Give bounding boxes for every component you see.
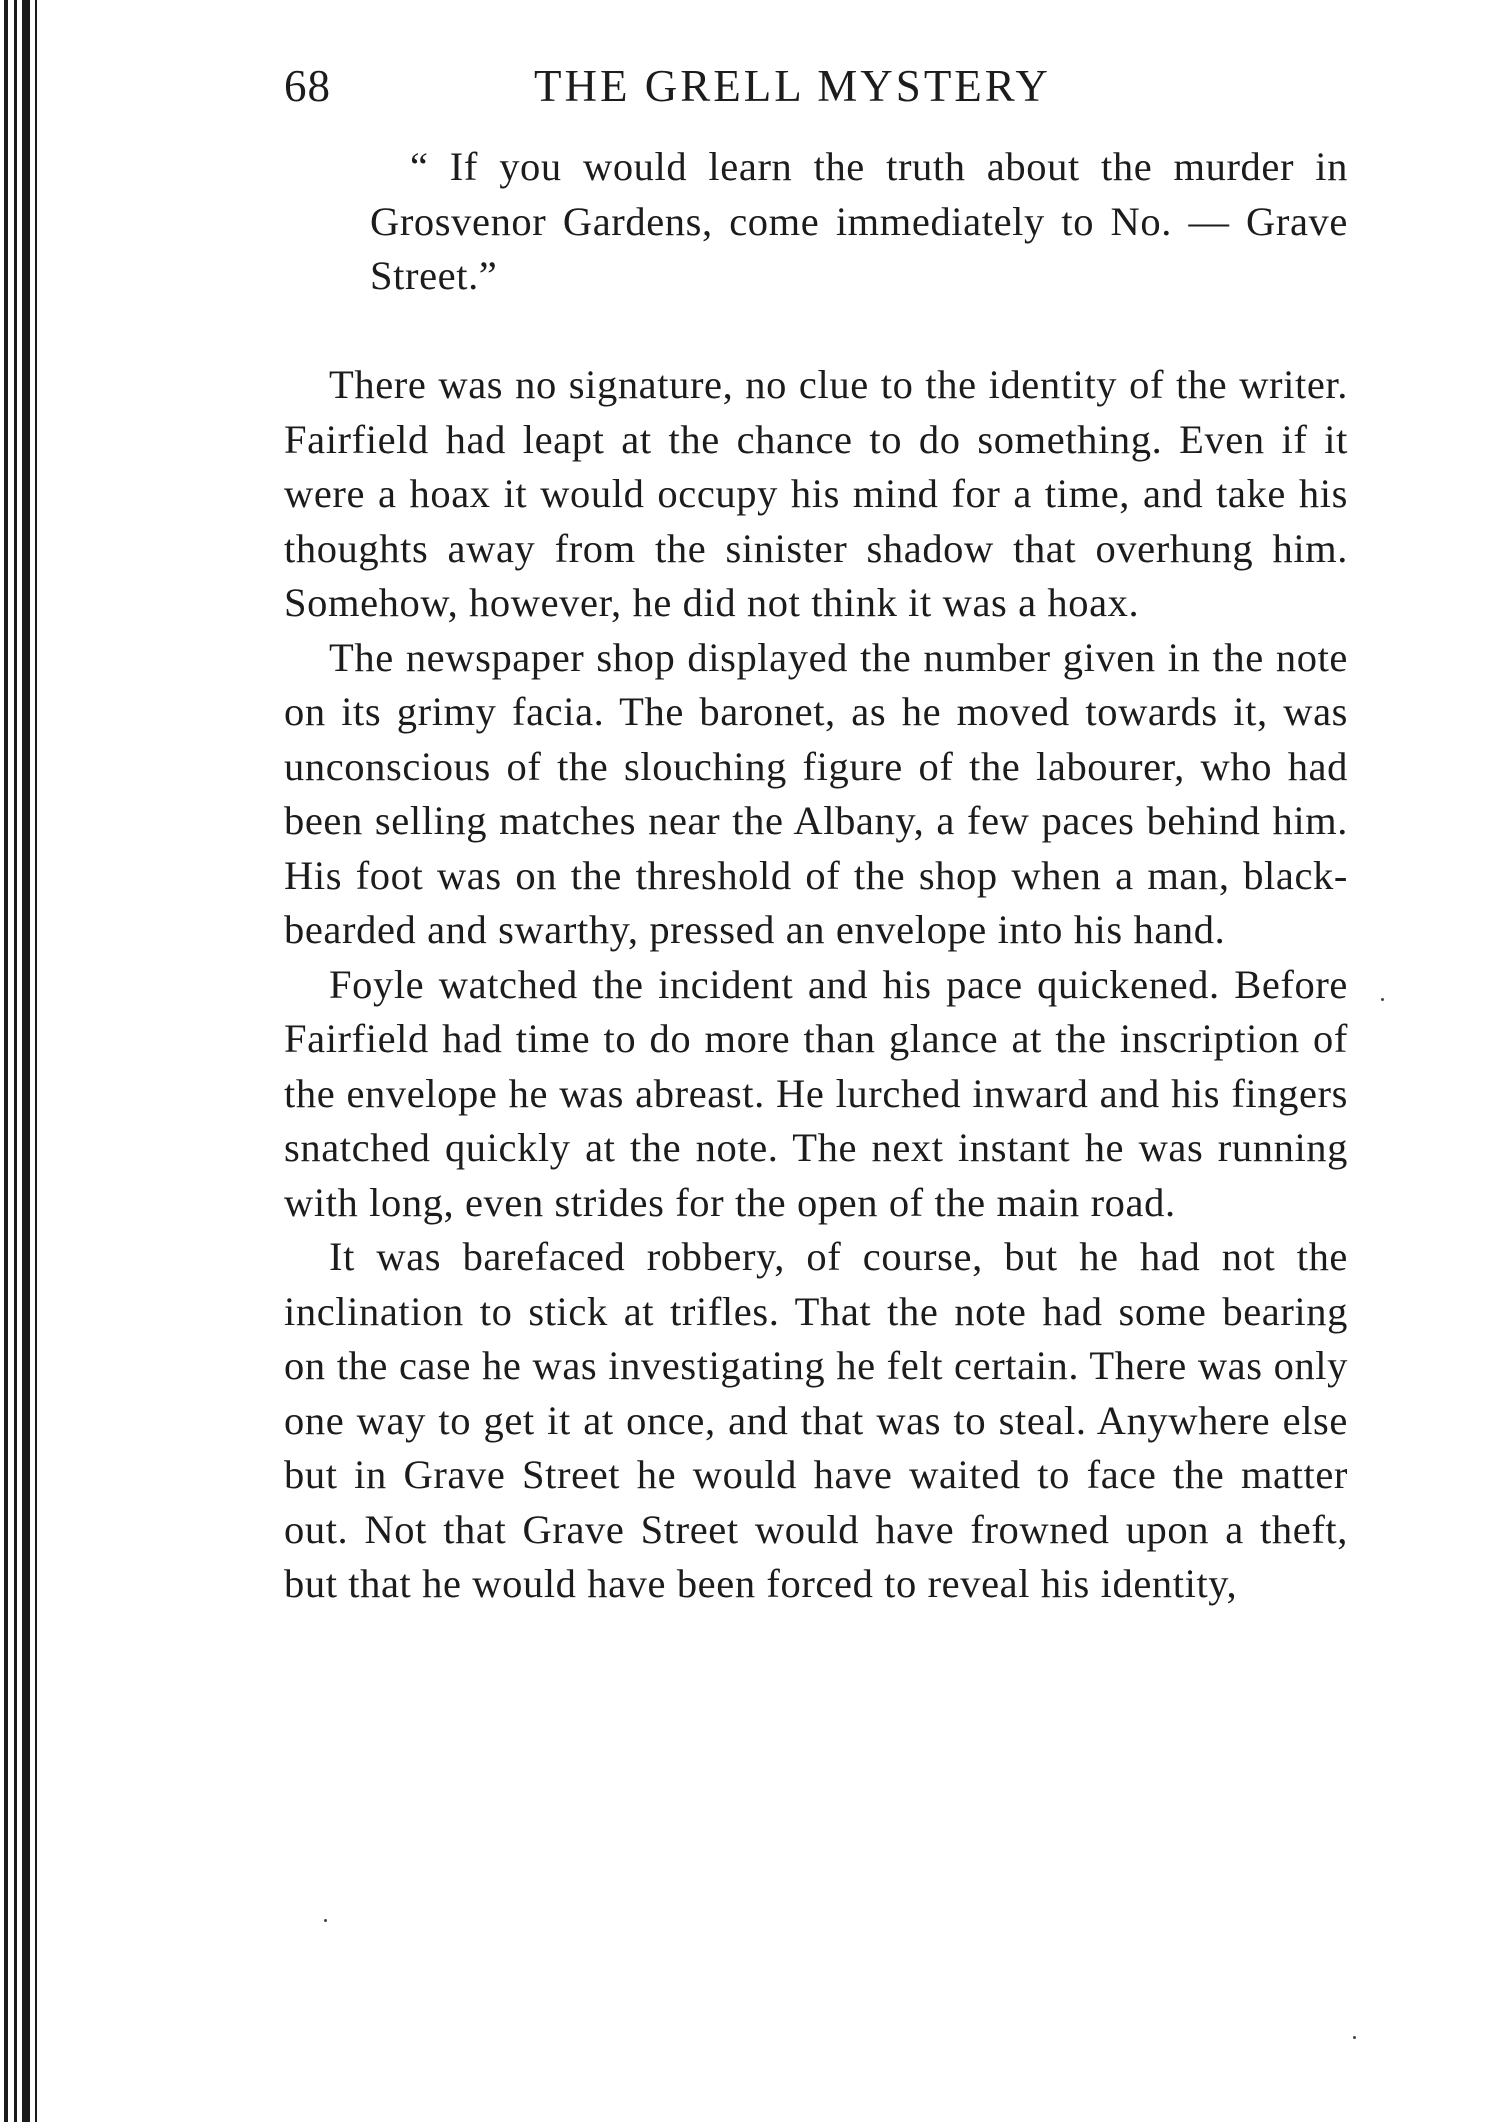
paragraph: The newspaper shop displayed the number given in the note on its grimy facia. The baronet, as he moved towards it, was unconscious of the slouching figure of the labourer, who had been selling matches near the Albany, a few paces behind him. His foot was on the threshold of the shop when a man, black-bearded and swarthy, pressed an envelope into his hand. — [284, 634, 1348, 952]
print-speck — [1353, 2036, 1356, 2039]
book-title: THE GRELL MYSTERY — [534, 61, 1051, 111]
binding-rule — [22, 0, 30, 2122]
binding-rule — [4, 0, 8, 2122]
paragraph: Foyle watched the incident and his pace quickened. Before Fairfield had time to do more than glance at the inscription of the envelope he was abreast. He lurched inward and his fingers snatched quickly at the note. The next instant he was running with long, even strides for the open of the main road. — [284, 961, 1348, 1225]
print-speck — [324, 1919, 327, 1922]
running-head — [284, 60, 1349, 120]
quoted-note: “ If you would learn the truth about the murder in Grosvenor Gardens, come immediately to No. — Grave Street.” — [370, 144, 1348, 298]
paragraph: It was barefaced robbery, of course, but he had not the inclination to stick at trifles. That the note had some bearing on the case he was investigating he felt certain. There was only one way to get it at once, and that was to steal. Anywhere else but in Grave Street he would have waited to face the matter out. Not that Grave Street would have frowned upon a theft, but that he would have been forced to reveal his identity, — [284, 1234, 1348, 1606]
page-number: 68 — [284, 61, 331, 111]
body-text — [284, 358, 1348, 1612]
binding-rule — [35, 0, 37, 2122]
binding-rule — [14, 0, 17, 2122]
print-speck — [1381, 998, 1384, 1001]
book-binding-edge — [0, 0, 46, 2122]
paragraph: There was no signature, no clue to the identity of the writer. Fairfield had leapt at the chance to do something. Even if it were a hoax it would occupy his mind for a time, and take his thoughts away from the sinister shadow that overhung him. Somehow, however, he did not think it was a hoax. — [284, 362, 1348, 625]
